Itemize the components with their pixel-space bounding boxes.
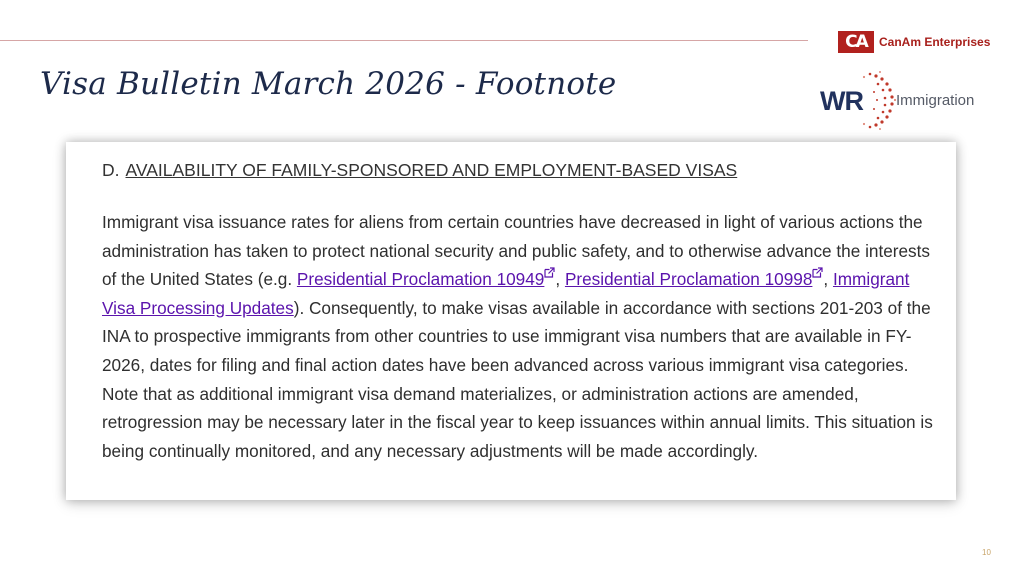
canam-logo-text: CanAm Enterprises <box>879 35 991 49</box>
wr-logo-word: Immigration <box>896 92 975 109</box>
canam-logo-mark: CA <box>838 31 874 53</box>
wr-logo-letters: WR <box>820 86 863 116</box>
header-divider <box>0 40 808 41</box>
body-text-intro: Immigrant visa issuance rates for aliens from certain countries have decreased in light of various actions the administration has taken to protect national security and public safety, and to otherwise advance the interests of the United States (e.g. <box>102 212 931 290</box>
footnote-body <box>102 208 934 465</box>
external-link-icon <box>812 267 823 278</box>
body-text-rest: ). Consequently, to make visas available in accordance with sections 201-203 of the INA to prospective immigrants from other countries to use immigrant visa numbers that are available in FY-2026, dates for filing and final action dates have been advanced across various immigrant visa categories. Note that as additional immigrant visa demand materializes, or administration actions are amended, retrogression may be necessary later in the fiscal year to keep issuances within annual limits. This situation is being continually monitored, and any necessary adjustments will be made accordingly. <box>102 297 933 461</box>
comma-separator: , <box>555 269 565 290</box>
link-proclamation-10998[interactable]: Presidential Proclamation 10998 <box>564 269 813 290</box>
wr-immigration-logo <box>818 68 994 132</box>
external-link-icon <box>544 267 555 278</box>
canam-logo <box>838 31 990 53</box>
section-letter: D. <box>102 160 120 180</box>
link-proclamation-10949[interactable]: Presidential Proclamation 10949 <box>296 269 545 290</box>
page-number: 10 <box>982 548 991 557</box>
footnote-card <box>66 142 956 500</box>
link-visa-processing-updates[interactable]: Immigrant Visa Processing Updates <box>102 269 910 318</box>
comma-separator: , <box>823 269 833 290</box>
section-heading <box>102 160 737 181</box>
page-title: Visa Bulletin March 2026 - Footnote <box>40 66 617 102</box>
section-heading-text: AVAILABILITY OF FAMILY-SPONSORED AND EMPLOYMENT-BASED VISAS <box>125 160 738 180</box>
